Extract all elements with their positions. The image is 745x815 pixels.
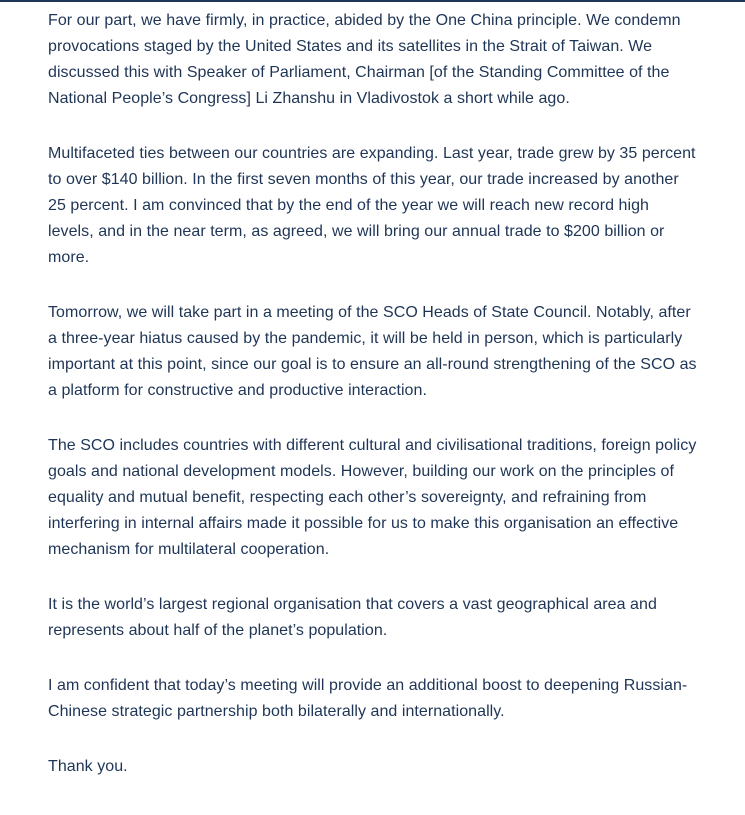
paragraph-thank-you: Thank you. xyxy=(48,758,128,775)
paragraph-sco-principles: The SCO includes countries with different cultural and civilisational traditions, foreign policy goals and national development models. However, building our work on the principles of equality and mutual benefit, respecting each other’s sovereignty, and refraining from interfering in internal affairs made it possible for us to make this organisation an effective mechanism for multilateral cooperation. xyxy=(48,437,697,558)
paragraph-partnership: I am confident that today’s meeting will provide an additional boost to deepening Russian-Chinese strategic partnership both bilaterally and internationally. xyxy=(48,677,688,720)
paragraph-one-china: For our part, we have firmly, in practice, abided by the One China principle. We condemn provocations staged by the United States and its satellites in the Strait of Taiwan. We discussed this with Speaker of Parliament, Chairman [of the Standing Committee of the National People’s Congress] Li Zhanshu in Vladivostok a short while ago. xyxy=(48,12,681,107)
top-divider xyxy=(0,0,745,2)
paragraph-sco-size: It is the world’s largest regional organisation that covers a vast geographical area and represents about half of the planet’s population. xyxy=(48,596,657,639)
paragraph-sco-meeting: Tomorrow, we will take part in a meeting of the SCO Heads of State Council. Notably, after a three-year hiatus caused by the pandemic, it will be held in person, which is particularly important at this point, since our goal is to ensure an all-round strengthening of the SCO as a platform for constructive and productive interaction. xyxy=(48,304,697,399)
article-body xyxy=(48,8,698,780)
paragraph-trade: Multifaceted ties between our countries are expanding. Last year, trade grew by 35 percent to over $140 billion. In the first seven months of this year, our trade increased by another 25 percent. I am convinced that by the end of the year we will reach new record high levels, and in the near term, as agreed, we will bring our annual trade to $200 billion or more. xyxy=(48,145,696,266)
